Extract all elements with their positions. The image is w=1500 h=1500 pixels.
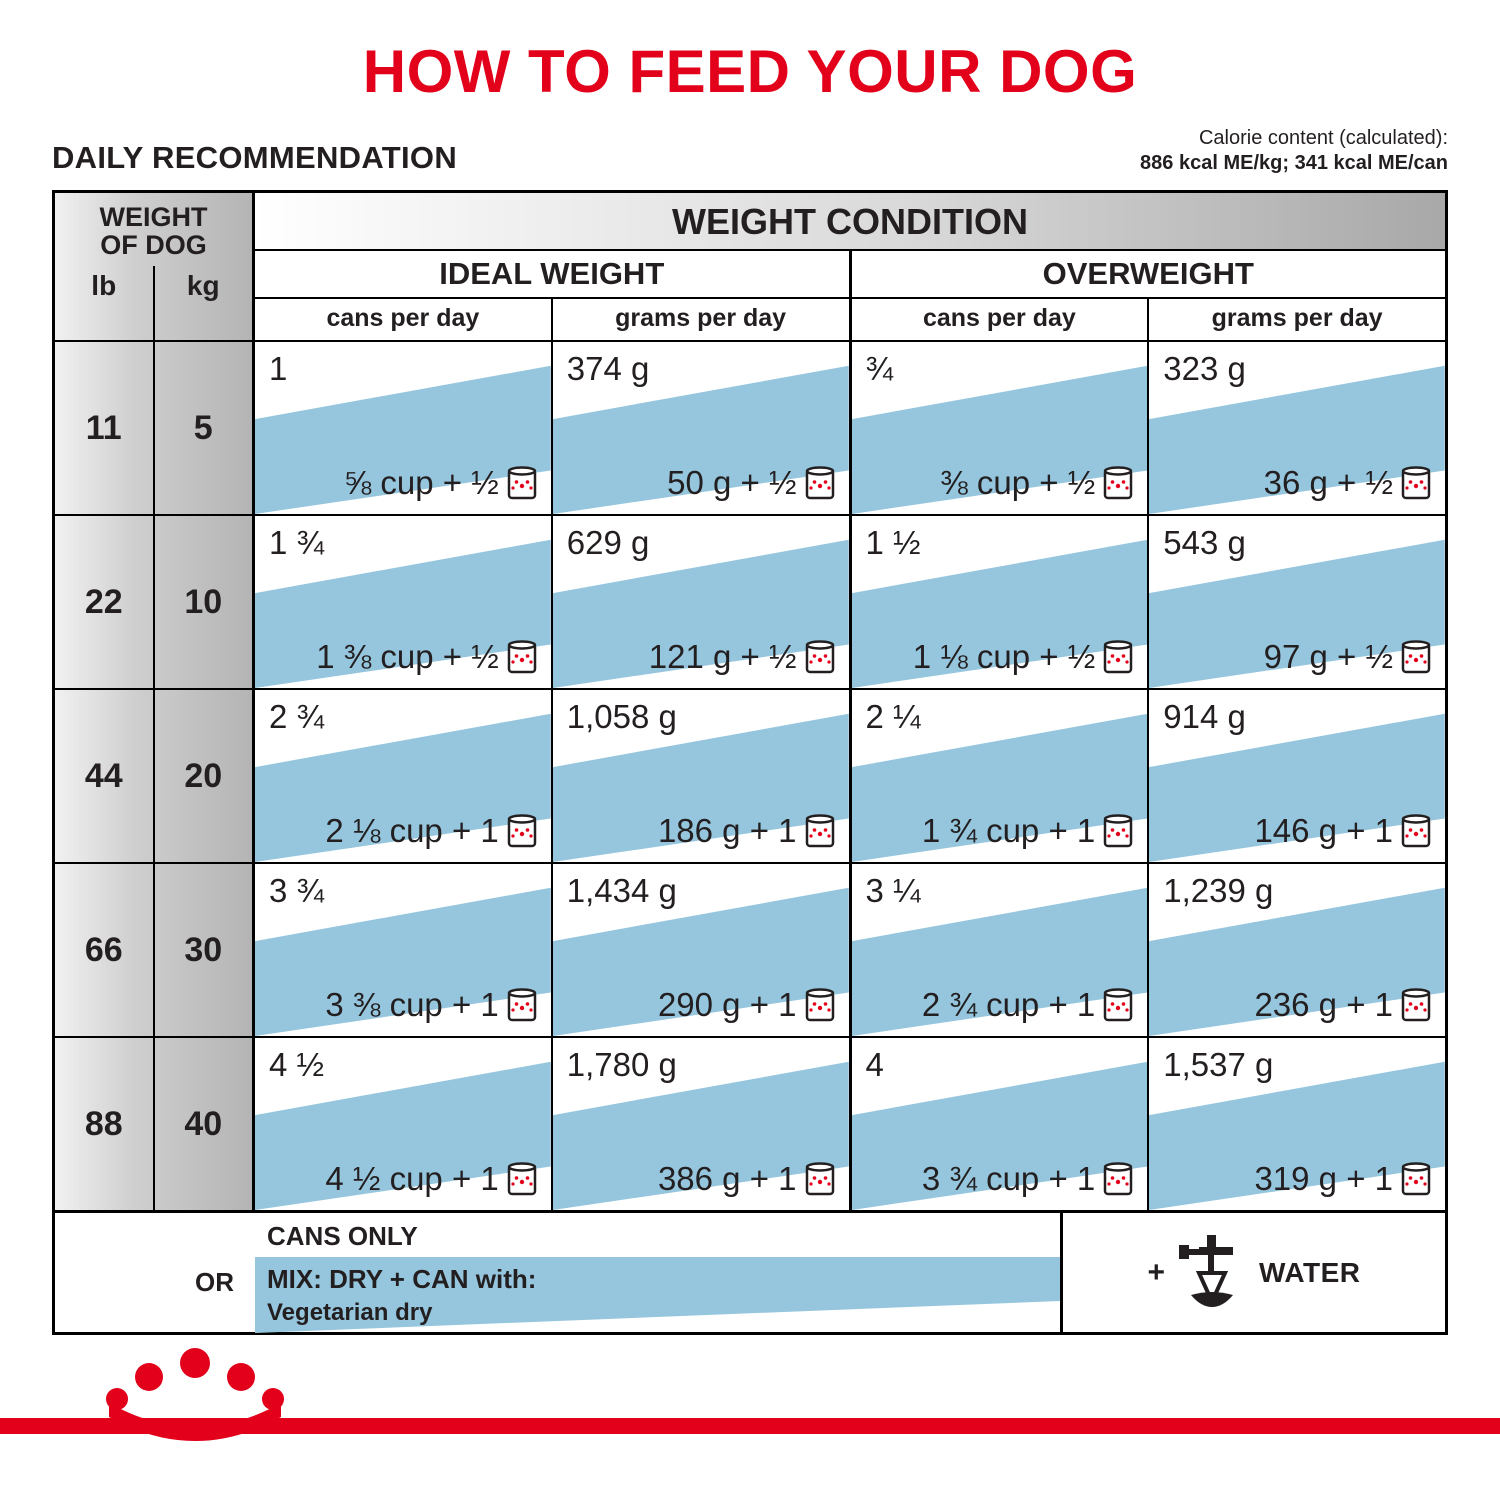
unit-kg-header: kg <box>186 269 220 301</box>
feeding-options-left <box>55 1213 1060 1332</box>
can-icon <box>1401 640 1431 674</box>
ideal-cans-bottom-text: 3 ⅜ cup + 1 <box>325 986 499 1023</box>
ideal-grams-bottom <box>553 1160 849 1210</box>
ideal-grams-bottom <box>553 812 849 862</box>
weight-cell <box>55 690 255 862</box>
cell-ideal-cans <box>255 342 553 514</box>
weight-cell <box>55 864 255 1036</box>
weight-cell <box>55 1038 255 1210</box>
table-row <box>55 340 1445 514</box>
table-row <box>55 1036 1445 1210</box>
weight-kg-value: 20 <box>184 756 223 795</box>
col-over-grams-per-day: grams per day <box>1211 304 1383 332</box>
over-grams-top: 1,239 g <box>1163 872 1274 909</box>
ideal-grams-bottom <box>553 464 849 514</box>
over-cans-top: 1 ½ <box>865 524 921 561</box>
can-icon <box>1103 466 1133 500</box>
ideal-grams-bottom-text: 186 g + 1 <box>657 812 797 849</box>
over-grams-bottom-text: 319 g + 1 <box>1254 1160 1393 1197</box>
cans-only-label: CANS ONLY <box>267 1221 418 1251</box>
over-grams-top: 323 g <box>1163 350 1246 387</box>
weight-lb-value: 66 <box>55 864 155 1036</box>
ideal-grams-bottom <box>553 638 849 688</box>
table-row <box>55 688 1445 862</box>
can-icon <box>1103 1162 1133 1196</box>
row-data-cells <box>255 1038 1445 1210</box>
cell-ideal-grams <box>553 864 852 1036</box>
cell-over-cans <box>852 690 1150 862</box>
weight-of-dog-title-line1: WEIGHT <box>99 202 208 232</box>
col-ideal-grams-per-day: grams per day <box>553 299 852 340</box>
cell-ideal-grams <box>553 516 852 688</box>
ideal-cans-bottom <box>255 1160 551 1210</box>
over-cans-bottom-text: 2 ¾ cup + 1 <box>921 986 1096 1023</box>
weight-of-dog-title <box>55 193 252 266</box>
ideal-cans-bottom <box>255 464 551 514</box>
cell-ideal-grams <box>553 1038 852 1210</box>
ideal-grams-top: 1,434 g <box>566 872 677 909</box>
over-cans-top: 4 <box>865 1046 884 1083</box>
brand-footer <box>0 1330 1500 1500</box>
ideal-cans-bottom-text: ⅝ cup + ½ <box>343 464 499 501</box>
ideal-grams-top: 374 g <box>566 350 650 387</box>
can-icon <box>805 640 835 674</box>
ideal-cans-top: 2 ¾ <box>269 698 325 735</box>
weight-kg-value: 10 <box>184 582 223 621</box>
unit-lb-header: lb <box>55 266 155 340</box>
royal-canin-crown-logo <box>105 1347 285 1442</box>
over-cans-bottom-text: ⅜ cup + ½ <box>940 464 1096 501</box>
table-body <box>55 340 1445 1210</box>
over-grams-bottom-text: 36 g + ½ <box>1263 464 1393 501</box>
cell-ideal-cans <box>255 690 553 862</box>
subheader <box>0 102 1500 176</box>
calorie-content <box>1140 126 1448 176</box>
over-grams-top: 1,537 g <box>1163 1046 1274 1083</box>
weight-of-dog-header <box>55 193 255 340</box>
can-icon <box>507 466 537 500</box>
condition-groups <box>255 251 1445 299</box>
can-icon <box>1401 466 1431 500</box>
can-icon <box>1103 640 1133 674</box>
weight-condition-header <box>255 193 1445 340</box>
can-icon <box>507 640 537 674</box>
condition-subcolumns <box>255 299 1445 340</box>
group-ideal-weight: IDEAL WEIGHT <box>255 251 852 297</box>
over-grams-bottom <box>1149 1160 1445 1210</box>
weight-kg-value: 5 <box>193 408 213 447</box>
row-data-cells <box>255 864 1445 1036</box>
ideal-cans-bottom <box>255 812 551 862</box>
ideal-grams-top: 1,780 g <box>566 1046 677 1083</box>
weight-kg-value: 30 <box>184 930 223 969</box>
can-icon <box>805 814 835 848</box>
cell-ideal-grams <box>553 690 852 862</box>
over-cans-bottom <box>852 1160 1148 1210</box>
or-label: OR <box>195 1267 234 1297</box>
can-icon <box>1103 814 1133 848</box>
mix-line-1: MIX: DRY + CAN with: <box>267 1264 537 1294</box>
weight-lb-value: 88 <box>55 1038 155 1210</box>
ideal-cans-bottom <box>255 638 551 688</box>
can-icon <box>805 1162 835 1196</box>
over-grams-bottom <box>1149 986 1445 1036</box>
weight-of-dog-title-line2: OF DOG <box>100 230 207 261</box>
col-ideal-cans-per-day: cans per day <box>255 299 553 340</box>
over-grams-bottom-text: 146 g + 1 <box>1254 812 1393 849</box>
ideal-cans-top: 1 ¾ <box>269 524 325 561</box>
water-section <box>1060 1213 1445 1332</box>
ideal-cans-top: 1 <box>269 350 288 387</box>
cell-over-grams <box>1149 342 1445 514</box>
over-cans-top: 3 ¼ <box>865 872 921 909</box>
feeding-table <box>52 190 1448 1210</box>
ideal-cans-top: 4 ½ <box>269 1046 325 1083</box>
over-cans-bottom-text: 3 ¾ cup + 1 <box>921 1160 1096 1197</box>
can-icon <box>1401 988 1431 1022</box>
over-cans-bottom <box>852 986 1148 1036</box>
cell-over-cans <box>852 516 1150 688</box>
over-cans-bottom <box>852 812 1148 862</box>
water-label: WATER <box>1259 1256 1361 1288</box>
over-grams-bottom-text: 97 g + ½ <box>1263 638 1393 675</box>
ideal-cans-top: 3 ¾ <box>269 872 325 909</box>
ideal-cans-bottom <box>255 986 551 1036</box>
cell-over-grams <box>1149 516 1445 688</box>
weight-condition-title: WEIGHT CONDITION <box>255 193 1445 251</box>
ideal-grams-bottom-text: 290 g + 1 <box>657 986 797 1023</box>
weight-cell <box>55 516 255 688</box>
table-header <box>55 193 1445 340</box>
ideal-grams-top: 1,058 g <box>566 698 677 735</box>
can-icon <box>1103 988 1133 1022</box>
mix-instruction <box>267 1263 536 1328</box>
can-icon <box>507 1162 537 1196</box>
over-grams-bottom <box>1149 812 1445 862</box>
over-cans-bottom-text: 1 ⅛ cup + ½ <box>912 638 1096 675</box>
can-icon <box>1401 814 1431 848</box>
over-cans-bottom <box>852 464 1148 514</box>
daily-recommendation-label: DAILY RECOMMENDATION <box>52 140 458 175</box>
weight-lb-value: 44 <box>55 690 155 862</box>
mix-line-2: Vegetarian dry <box>267 1298 433 1326</box>
weight-cell <box>55 342 255 514</box>
ideal-grams-bottom-text: 50 g + ½ <box>667 464 797 501</box>
cell-ideal-cans <box>255 864 553 1036</box>
table-row <box>55 862 1445 1036</box>
plus-sign: + <box>1147 1255 1165 1289</box>
calorie-line-2: 886 kcal ME/kg; 341 kcal ME/can <box>1140 152 1448 174</box>
ideal-cans-bottom-text: 4 ½ cup + 1 <box>325 1160 499 1197</box>
row-data-cells <box>255 516 1445 688</box>
cell-over-cans <box>852 864 1150 1036</box>
faucet-icon <box>1177 1233 1247 1312</box>
col-over-cans-per-day: cans per day <box>852 299 1150 340</box>
group-overweight: OVERWEIGHT <box>1042 256 1254 291</box>
row-data-cells <box>255 342 1445 514</box>
ideal-cans-bottom-text: 1 ⅜ cup + ½ <box>316 638 499 675</box>
calorie-line-1: Calorie content (calculated): <box>1198 127 1448 149</box>
can-icon <box>507 988 537 1022</box>
can-icon <box>805 466 835 500</box>
cell-over-cans <box>852 342 1150 514</box>
ideal-grams-bottom-text: 386 g + 1 <box>657 1160 797 1197</box>
page-title: HOW TO FEED YOUR DOG <box>362 38 1138 105</box>
row-data-cells <box>255 690 1445 862</box>
feeding-options-section <box>52 1210 1448 1335</box>
over-grams-bottom-text: 236 g + 1 <box>1254 986 1393 1023</box>
ideal-grams-bottom <box>553 986 849 1036</box>
can-icon <box>805 988 835 1022</box>
ideal-grams-top: 629 g <box>566 524 650 561</box>
over-grams-top: 543 g <box>1163 524 1246 561</box>
cell-over-cans <box>852 1038 1150 1210</box>
over-grams-top: 914 g <box>1163 698 1246 735</box>
ideal-grams-bottom-text: 121 g + ½ <box>648 638 797 675</box>
cell-ideal-cans <box>255 1038 553 1210</box>
cell-over-grams <box>1149 864 1445 1036</box>
over-cans-bottom-text: 1 ¾ cup + 1 <box>921 812 1096 849</box>
ideal-cans-bottom-text: 2 ⅛ cup + 1 <box>325 812 499 849</box>
can-icon <box>1401 1162 1431 1196</box>
over-cans-top: ¾ <box>865 350 894 387</box>
weight-lb-value: 22 <box>55 516 155 688</box>
cell-ideal-cans <box>255 516 553 688</box>
cell-over-grams <box>1149 1038 1445 1210</box>
weight-units-row <box>55 266 252 340</box>
table-row <box>55 514 1445 688</box>
cell-ideal-grams <box>553 342 852 514</box>
weight-kg-value: 40 <box>184 1104 223 1143</box>
over-grams-bottom <box>1149 638 1445 688</box>
over-cans-bottom <box>852 638 1148 688</box>
over-grams-bottom <box>1149 464 1445 514</box>
cell-over-grams <box>1149 690 1445 862</box>
over-cans-top: 2 ¼ <box>865 698 921 735</box>
weight-lb-value: 11 <box>55 342 155 514</box>
can-icon <box>507 814 537 848</box>
